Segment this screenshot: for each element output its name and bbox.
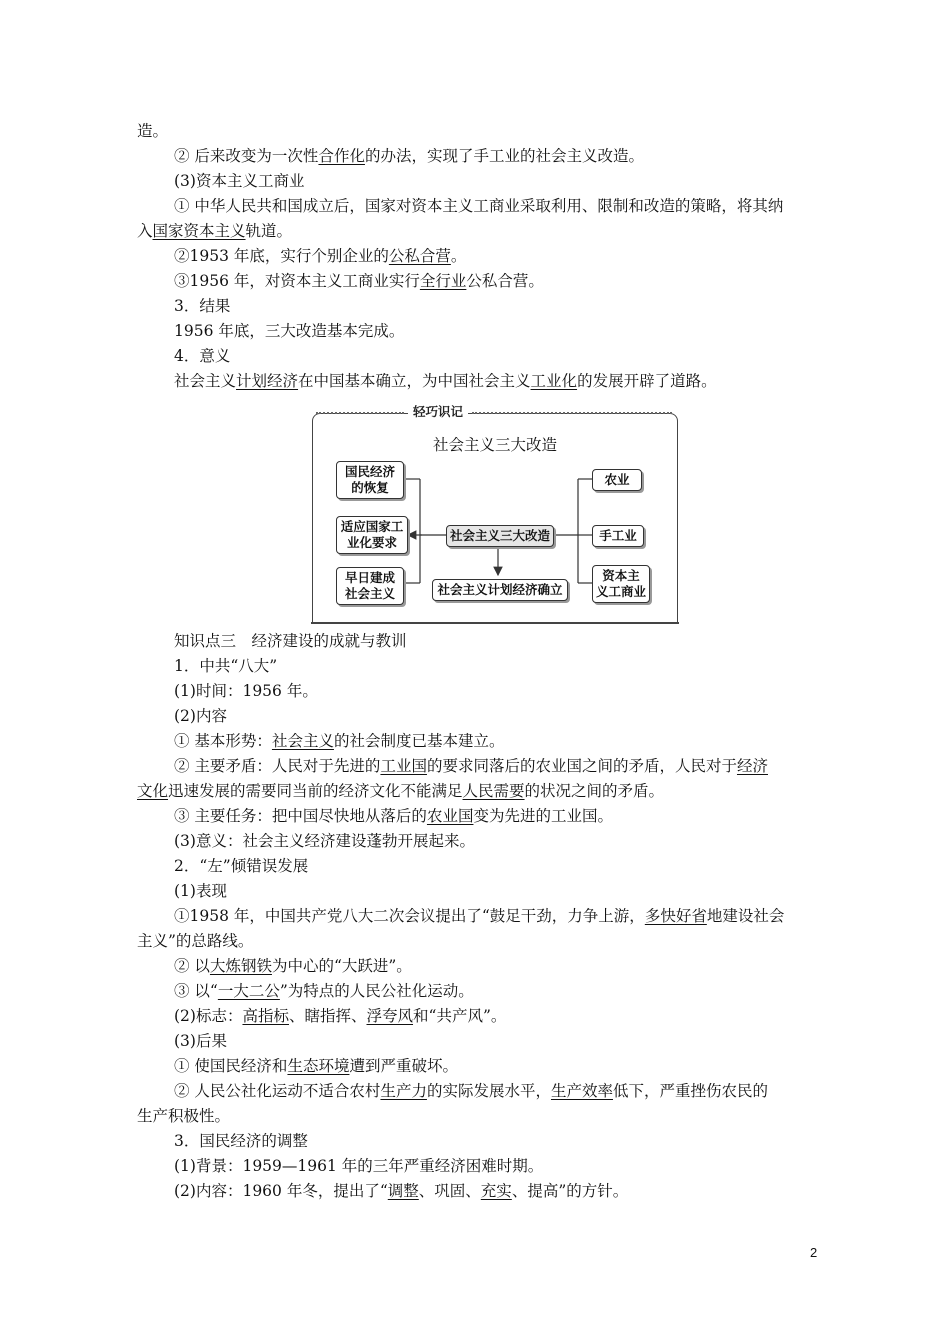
text-line xyxy=(137,931,253,951)
text-span: ① 基本形势： xyxy=(174,732,272,750)
text-span: 的社会制度已基本建立。 xyxy=(333,732,505,750)
node-three-transformations: 社会主义三大改造 xyxy=(446,525,554,547)
node-industrialization: 适应国家工 业化要求 xyxy=(336,516,408,554)
text-span: (2)内容：1960 年冬，提出了“ xyxy=(174,1182,388,1200)
text-line xyxy=(174,1081,768,1101)
underlined-keyword: 生态环境 xyxy=(287,1057,350,1075)
text-line xyxy=(174,146,644,166)
underlined-keyword: 农业国 xyxy=(426,807,474,825)
text-span: 3．国民经济的调整 xyxy=(174,1132,308,1150)
text-span: (1)表现 xyxy=(174,882,227,900)
text-line xyxy=(174,856,308,876)
text-span: ② 以 xyxy=(174,957,210,975)
page-number: 2 xyxy=(810,1245,818,1260)
text-line xyxy=(137,121,168,141)
underlined-keyword: 文化 xyxy=(137,782,169,800)
node-planned-economy: 社会主义计划经济确立 xyxy=(432,579,568,601)
underlined-keyword: 多快好省 xyxy=(644,907,707,925)
text-line xyxy=(174,1056,458,1076)
text-line xyxy=(174,246,466,266)
text-span: (2)标志： xyxy=(174,1007,243,1025)
text-span: (1)时间：1956 年。 xyxy=(174,682,318,700)
underlined-keyword: 合作化 xyxy=(318,147,365,165)
underlined-keyword: 生产效率 xyxy=(550,1082,613,1100)
text-span: 迅速发展的需要同当前的经济文化不能满足 xyxy=(168,782,463,800)
text-line xyxy=(174,906,784,926)
text-line xyxy=(174,1181,628,1201)
text-span: 地建设社会 xyxy=(706,907,785,925)
text-span: 2．“左”倾错误发展 xyxy=(174,857,309,875)
text-span: (3)意义：社会主义经济建设蓬勃开展起来。 xyxy=(174,832,475,850)
underlined-keyword: 计划经济 xyxy=(236,372,299,390)
text-line xyxy=(174,1006,506,1026)
text-span: 3．结果 xyxy=(174,297,231,315)
underlined-keyword: 大炼钢铁 xyxy=(209,957,272,975)
text-line xyxy=(174,756,768,776)
text-line xyxy=(174,296,230,316)
text-span: ② 主要矛盾：人民对于先进的 xyxy=(174,757,381,775)
underlined-keyword: 工业化 xyxy=(530,372,578,390)
underlined-keyword: 经济 xyxy=(736,757,768,775)
text-span: 轨道。 xyxy=(245,222,293,240)
text-span: 、巩固、 xyxy=(418,1182,481,1200)
text-span: ③ 主要任务：把中国尽快地从落后的 xyxy=(174,807,427,825)
text-span: ② 人民公社化运动不适合农村 xyxy=(174,1082,381,1100)
text-line xyxy=(174,1156,543,1176)
text-span: 为中心的“大跃进”。 xyxy=(271,957,412,975)
text-line xyxy=(174,321,404,341)
text-span: ① 中华人民共和国成立后，国家对资本主义工商业采取利用、限制和改造的策略，将其纳 xyxy=(174,197,784,215)
text-line xyxy=(174,831,475,851)
text-span: 知识点三 经济建设的成就与教训 xyxy=(174,632,407,650)
text-line xyxy=(174,346,230,366)
text-span: ① 使国民经济和 xyxy=(174,1057,288,1075)
text-span: 。 xyxy=(450,247,467,265)
underlined-keyword: 浮夸风 xyxy=(366,1007,414,1025)
text-span: ③1956 年，对资本主义工商业实行 xyxy=(174,272,420,290)
underlined-keyword: 一大二公 xyxy=(217,982,280,1000)
text-span: 社会主义 xyxy=(174,372,237,390)
text-line xyxy=(174,806,613,826)
text-line xyxy=(137,781,664,801)
text-span: 的发展开辟了道路。 xyxy=(577,372,717,390)
text-line xyxy=(137,1106,230,1126)
underlined-keyword: 人民需要 xyxy=(462,782,525,800)
text-span: 生产积极性。 xyxy=(137,1107,231,1125)
text-span: ①1958 年，中国共产党八大二次会议提出了“鼓足干劲，力争上游， xyxy=(174,907,645,925)
text-span: 在中国基本确立，为中国社会主义 xyxy=(298,372,531,390)
text-line xyxy=(174,631,407,651)
node-handicraft: 手工业 xyxy=(592,525,644,547)
underlined-keyword: 国家资本主义 xyxy=(152,222,246,240)
text-line xyxy=(174,1031,227,1051)
underlined-keyword: 全行业 xyxy=(419,272,467,290)
underlined-keyword: 调整 xyxy=(387,1182,419,1200)
text-span: 1956 年底，三大改造基本完成。 xyxy=(174,322,405,340)
text-span: 和“共产风”。 xyxy=(413,1007,507,1025)
text-span: (3)资本主义工商业 xyxy=(174,172,305,190)
text-line xyxy=(174,171,304,191)
text-line xyxy=(174,656,277,676)
text-line xyxy=(174,1131,308,1151)
text-span: ② 后来改变为一次性 xyxy=(174,147,319,165)
text-span: (2)内容 xyxy=(174,707,227,725)
node-economy-recovery: 国民经济 的恢复 xyxy=(336,461,404,499)
node-capitalist-commerce: 资本主 义工商业 xyxy=(592,565,650,603)
text-span: ②1953 年底，实行个别企业的 xyxy=(174,247,389,265)
underlined-keyword: 社会主义 xyxy=(271,732,334,750)
text-span: 、提高”的方针。 xyxy=(511,1182,629,1200)
text-span: 入 xyxy=(137,222,153,240)
text-span: ③ 以“ xyxy=(174,982,218,1000)
text-span: ”为特点的人民公社化运动。 xyxy=(279,982,474,1000)
text-line xyxy=(174,881,227,901)
text-span: 、瞎指挥、 xyxy=(288,1007,367,1025)
text-span: 公私合营。 xyxy=(466,272,544,290)
text-span: (3)后果 xyxy=(174,1032,227,1050)
underlined-keyword: 高指标 xyxy=(242,1007,289,1025)
text-line xyxy=(174,731,504,751)
text-line xyxy=(174,706,227,726)
text-span: 遭到严重破坏。 xyxy=(349,1057,458,1075)
text-span: 的要求同落后的农业国之间的矛盾，人民对于 xyxy=(426,757,737,775)
text-line xyxy=(174,196,783,216)
text-span: 主义”的总路线。 xyxy=(137,932,254,950)
text-span: 4．意义 xyxy=(174,347,231,365)
underlined-keyword: 充实 xyxy=(480,1182,512,1200)
text-span: 的实际发展水平， xyxy=(426,1082,551,1100)
underlined-keyword: 工业国 xyxy=(380,757,427,775)
text-span: 变为先进的工业国。 xyxy=(473,807,613,825)
underlined-keyword: 公私合营 xyxy=(388,247,451,265)
diagram-title: 社会主义三大改造 xyxy=(432,436,557,454)
text-line xyxy=(174,371,717,391)
text-line xyxy=(137,221,292,241)
text-line xyxy=(174,956,412,976)
text-line xyxy=(174,981,474,1001)
text-span: 低下，严重挫伤农民的 xyxy=(612,1082,768,1100)
memory-tip-box xyxy=(312,404,678,627)
text-line xyxy=(174,681,318,701)
underlined-keyword: 生产力 xyxy=(380,1082,427,1100)
node-agriculture: 农业 xyxy=(592,469,642,491)
text-span: 的办法，实现了手工业的社会主义改造。 xyxy=(364,147,644,165)
text-line xyxy=(174,271,544,291)
text-span: (1)背景：1959—1961 年的三年严重经济困难时期。 xyxy=(174,1157,544,1175)
node-build-socialism: 早日建成 社会主义 xyxy=(336,567,404,605)
memory-tip-badge: 轻巧识记 xyxy=(408,402,468,422)
text-span: 的状况之间的矛盾。 xyxy=(524,782,665,800)
text-span: 造。 xyxy=(137,122,169,140)
text-span: 1．中共“八大” xyxy=(174,657,278,675)
